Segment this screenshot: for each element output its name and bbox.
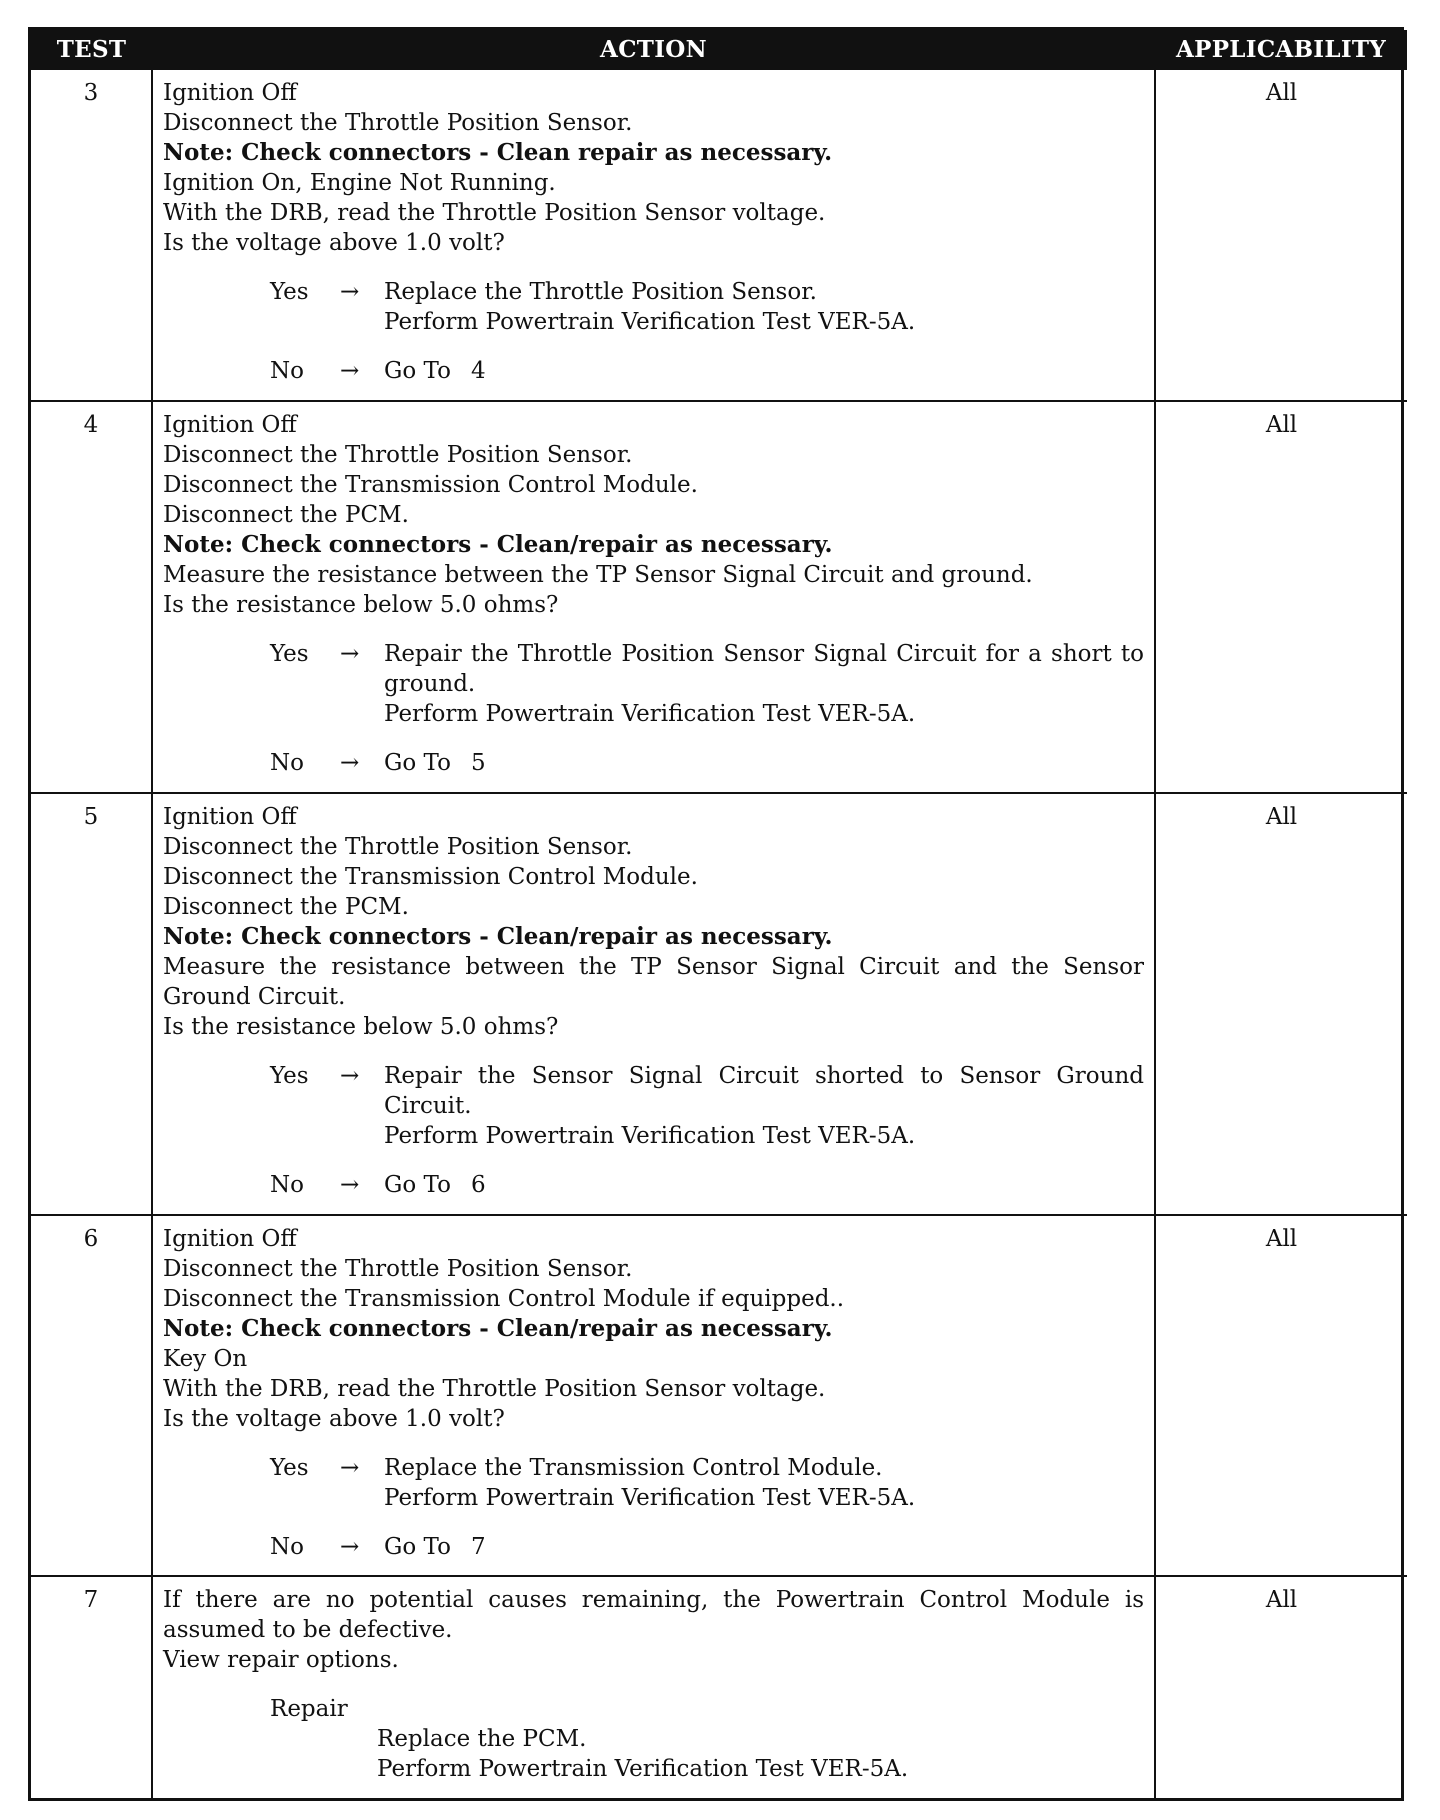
right-arrow-icon: → [340, 1534, 360, 1560]
table-row-test-5 [31, 793, 1407, 1215]
test-number: 6 [31, 1215, 152, 1576]
right-arrow-icon: → [340, 1063, 360, 1089]
applicability-value: All [1155, 1215, 1407, 1576]
goto-test-number: 4 [470, 358, 486, 384]
yes-action-line: Replace the Throttle Position Sensor. [384, 279, 817, 305]
no-branch [163, 748, 1144, 778]
note-line: Note: Check connectors - Clean repair as necessary. [163, 139, 833, 166]
yes-label: Yes [270, 1063, 309, 1089]
no-label: No [270, 358, 304, 384]
right-arrow-icon: → [340, 641, 360, 667]
applicability-value: All [1155, 793, 1407, 1215]
yes-branch [163, 277, 1144, 337]
header-action: ACTION [152, 30, 1155, 69]
question-line: Is the resistance below 5.0 ohms? [163, 592, 559, 618]
goto-text: Go To [384, 1534, 451, 1560]
action-line: Disconnect the Throttle Position Sensor. [163, 834, 633, 860]
right-arrow-icon: → [340, 750, 360, 776]
note-line: Note: Check connectors - Clean/repair as necessary. [163, 1315, 833, 1342]
right-arrow-icon: → [340, 358, 360, 384]
applicability-value: All [1155, 1576, 1407, 1798]
table-row-test-4 [31, 401, 1407, 793]
action-line: With the DRB, read the Throttle Position Sensor voltage. [163, 1376, 826, 1402]
goto-text: Go To [384, 750, 451, 776]
action-line: Disconnect the PCM. [163, 894, 409, 920]
action-line: Measure the resistance between the TP Sensor Signal Circuit and ground. [163, 562, 1033, 588]
question-line: Is the resistance below 5.0 ohms? [163, 1014, 559, 1040]
question-line: Is the voltage above 1.0 volt? [163, 230, 505, 256]
yes-action-line: Perform Powertrain Verification Test VER-5A. [384, 309, 916, 335]
action-line: Ignition On, Engine Not Running. [163, 170, 556, 196]
table-header-row [31, 30, 1407, 69]
repair-action-line: Replace the PCM. [377, 1726, 587, 1752]
yes-label: Yes [270, 1455, 309, 1481]
no-label: No [270, 1534, 304, 1560]
action-line: Disconnect the Throttle Position Sensor. [163, 1256, 633, 1282]
table-row-test-3 [31, 69, 1407, 401]
yes-label: Yes [270, 641, 309, 667]
yes-action-line: Repair the Throttle Position Sensor Signal Circuit for a short to ground. [384, 641, 1144, 697]
action-line: With the DRB, read the Throttle Position Sensor voltage. [163, 200, 826, 226]
table-row-test-7 [31, 1576, 1407, 1798]
test-number: 7 [31, 1576, 152, 1798]
right-arrow-icon: → [340, 279, 360, 305]
action-line: Ignition Off [163, 80, 297, 106]
action-line: If there are no potential causes remaining, the Powertrain Control Module is assumed to be defective. [163, 1587, 1144, 1643]
diagnostic-test-table-frame [28, 27, 1404, 1801]
goto-test-number: 5 [470, 750, 486, 776]
action-line: Ignition Off [163, 804, 297, 830]
question-line: Is the voltage above 1.0 volt? [163, 1406, 505, 1432]
yes-branch [163, 639, 1144, 729]
test-number: 5 [31, 793, 152, 1215]
header-applicability: APPLICABILITY [1155, 30, 1407, 69]
yes-action-line: Perform Powertrain Verification Test VER-5A. [384, 1485, 916, 1511]
no-label: No [270, 1172, 304, 1198]
goto-test-number: 6 [470, 1172, 486, 1198]
table-row-test-6 [31, 1215, 1407, 1576]
applicability-value: All [1155, 401, 1407, 793]
action-line: Disconnect the PCM. [163, 502, 409, 528]
yes-action-line: Replace the Transmission Control Module. [384, 1455, 883, 1481]
action-line: Key On [163, 1346, 248, 1372]
action-line: Disconnect the Transmission Control Module if equipped.. [163, 1286, 845, 1312]
yes-branch [163, 1453, 1144, 1513]
no-label: No [270, 750, 304, 776]
no-branch [163, 1170, 1144, 1200]
goto-text: Go To [384, 1172, 451, 1198]
action-line: Disconnect the Throttle Position Sensor. [163, 442, 633, 468]
action-line: Disconnect the Transmission Control Module. [163, 472, 698, 498]
yes-action-line: Perform Powertrain Verification Test VER-5A. [384, 1123, 916, 1149]
action-cell [152, 69, 1155, 401]
note-line: Note: Check connectors - Clean/repair as necessary. [163, 531, 833, 558]
action-cell [152, 793, 1155, 1215]
right-arrow-icon: → [340, 1172, 360, 1198]
action-line: Disconnect the Throttle Position Sensor. [163, 110, 633, 136]
diagnostic-test-table [31, 30, 1407, 1798]
repair-options [163, 1694, 1144, 1792]
goto-test-number: 7 [470, 1534, 486, 1560]
note-line: Note: Check connectors - Clean/repair as necessary. [163, 923, 833, 950]
repair-action-line: Perform Powertrain Verification Test VER-5A. [377, 1756, 909, 1782]
no-branch [163, 356, 1144, 386]
yes-action-line: Repair the Sensor Signal Circuit shorted to Sensor Ground Circuit. [384, 1063, 1144, 1119]
yes-label: Yes [270, 279, 309, 305]
action-line: Disconnect the Transmission Control Module. [163, 864, 698, 890]
action-cell [152, 1215, 1155, 1576]
action-cell [152, 401, 1155, 793]
yes-action-line: Perform Powertrain Verification Test VER-5A. [384, 701, 916, 727]
action-line: Measure the resistance between the TP Sensor Signal Circuit and the Sensor Ground Circuit. [163, 954, 1144, 1010]
action-line: Ignition Off [163, 1226, 297, 1252]
action-line: View repair options. [163, 1647, 399, 1673]
right-arrow-icon: → [340, 1455, 360, 1481]
test-number: 4 [31, 401, 152, 793]
test-number: 3 [31, 69, 152, 401]
no-branch [163, 1532, 1144, 1562]
goto-text: Go To [384, 358, 451, 384]
action-cell [152, 1576, 1155, 1798]
header-test: TEST [31, 30, 152, 69]
applicability-value: All [1155, 69, 1407, 401]
action-line: Ignition Off [163, 412, 297, 438]
repair-label: Repair [270, 1696, 348, 1722]
yes-branch [163, 1061, 1144, 1151]
